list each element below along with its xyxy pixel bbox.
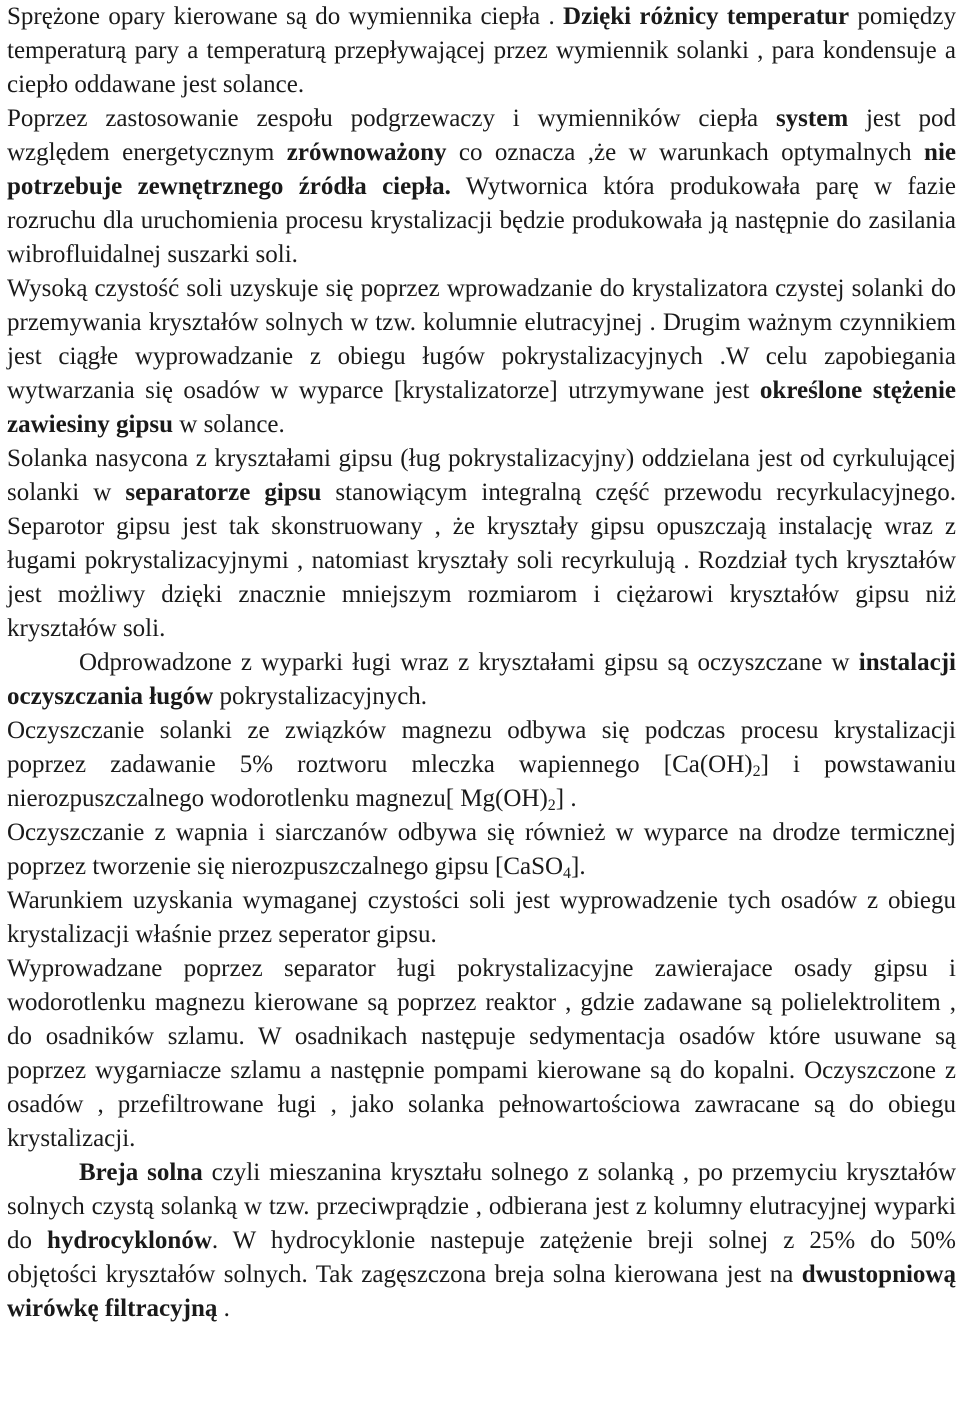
bold-text: Breja solna <box>79 1159 203 1186</box>
paragraph <box>7 272 956 442</box>
paragraph <box>7 884 956 952</box>
bold-text: dwustopniową wirówkę filtracyjną <box>7 1261 956 1322</box>
text-run: czyli mieszanina kryształu solnego z solanką , po przemyciu kryształów solnych czystą solanką w tzw. przeciwprądzie , odbierana jest z kolumny elutracyjnej wyparki do <box>7 1159 956 1254</box>
bold-text: instalacji oczyszczania ługów <box>7 649 956 710</box>
text-run: pokrystalizacyjnych. <box>213 683 428 710</box>
paragraph <box>7 1156 956 1326</box>
subscript-text: 4 <box>563 865 572 882</box>
paragraph <box>7 952 956 1156</box>
subscript-text: 2 <box>752 763 761 780</box>
bold-text: określone stężenie zawiesiny gipsu <box>7 377 957 438</box>
text-run: Wyprowadzane poprzez separator ługi pokrystalizacyjne zawierajace osady gipsu i wodorotlenku magnezu kierowane są poprzez reaktor , gdzie zadawane są polielektrolitem , do osadników szlamu. W osadnikach następuje sedymentacja osadów które usuwane są poprzez wygarniacze szlamu a następnie pompami kierowane są do kopalni. Oczyszczone z osadów , przefiltrowane ługi , jako solanka pełnowartościowa zawracane są do obiegu krystalizacji. <box>7 955 956 1152</box>
bold-text: separatorze gipsu <box>125 479 322 506</box>
text-run: . W hydrocyklonie nastepuje zatężenie breji solnej z 25% do 50% objętości kryształów solnych. Tak zagęszczona breja solna kierowana jest na <box>7 1227 956 1288</box>
paragraph <box>7 714 956 816</box>
text-run: Oczyszczanie solanki ze związków magnezu odbywa się podczas procesu krystalizacji poprzez zadawanie 5% roztworu mleczka wapiennego [Ca(OH) <box>7 717 956 778</box>
paragraph <box>7 442 956 646</box>
text-run: Wytwornica która produkowała parę w fazie rozruchu dla uruchomienia procesu krystalizacji będzie produkowała ją następnie do zasilania wibrofluidalnej suszarki soli. <box>7 173 957 268</box>
bold-text: hydrocyklonów <box>47 1227 212 1254</box>
subscript-text: 2 <box>547 797 556 814</box>
bold-text: system <box>775 105 849 132</box>
text-run: Solanka nasycona z kryształami gipsu (ług pokrystalizacyjny) oddzielana jest od cyrkulującej solanki w <box>7 445 956 506</box>
text-run: w solance. <box>173 411 285 438</box>
document-body <box>7 0 956 1326</box>
text-run: Warunkiem uzyskania wymaganej czystości soli jest wyprowadzenie tych osadów z obiegu krystalizacji właśnie przez seperator gipsu. <box>7 887 956 948</box>
paragraph <box>7 646 956 714</box>
bold-text: nie potrzebuje zewnętrznego źródła ciepła. <box>7 139 956 200</box>
text-run: ] i powstawaniu nierozpuszczalnego wodorotlenku magnezu[ Mg(OH) <box>7 751 956 812</box>
text-run: . <box>217 1295 230 1322</box>
text-run: co oznacza ,że w warunkach optymalnych <box>446 139 925 166</box>
text-run: Wysoką czystość soli uzyskuje się poprzez wprowadzanie do krystalizatora czystej solanki do przemywania kryształów solnych w tzw. kolumnie elutracyjnej . Drugim ważnym czynnikiem jest ciągłe wyprowadzanie z obiegu ługów pokrystalizacyjnych .W celu zapobiegania wytwarzania się osadów w wyparce [krystalizatorze] utrzymywane jest <box>7 275 956 404</box>
text-run: Oczyszczanie z wapnia i siarczanów odbywa się również w wyparce na drodze termicznej poprzez tworzenie się nierozpuszczalnego gipsu [CaSO <box>7 819 956 880</box>
paragraph <box>7 0 956 102</box>
text-run: Poprzez zastosowanie zespołu podgrzewaczy i wymienników ciepła <box>7 105 776 132</box>
bold-text: Dzięki różnicy temperatur <box>563 3 850 30</box>
bold-text: zrównoważony <box>286 139 447 166</box>
text-run: stanowiącym integralną część przewodu recyrkulacyjnego. Separotor gipsu jest tak skonstruowany , że kryształy gipsu opuszczają instalację wraz z ługami pokrystalizacyjnymi , natomiast kryształy soli recyrkulują . Rozdział tych kryształów jest możliwy dzięki znacznie mniejszym rozmiarom i ciężarowi kryształów gipsu niż kryształów soli. <box>7 479 956 642</box>
paragraph <box>7 816 956 884</box>
text-run: ] . <box>555 785 577 812</box>
text-run: jest pod względem energetycznym <box>7 105 957 166</box>
text-run: Odprowadzone z wyparki ługi wraz z kryształami gipsu są oczyszczane w <box>79 649 859 676</box>
text-run: ]. <box>571 853 586 880</box>
text-run: pomiędzy temperaturą pary a temperaturą przepływającej przez wymiennik solanki , para kondensuje a ciepło oddawane jest solance. <box>7 3 956 98</box>
paragraph <box>7 102 956 272</box>
text-run: Sprężone opary kierowane są do wymiennika ciepła . <box>7 3 564 30</box>
